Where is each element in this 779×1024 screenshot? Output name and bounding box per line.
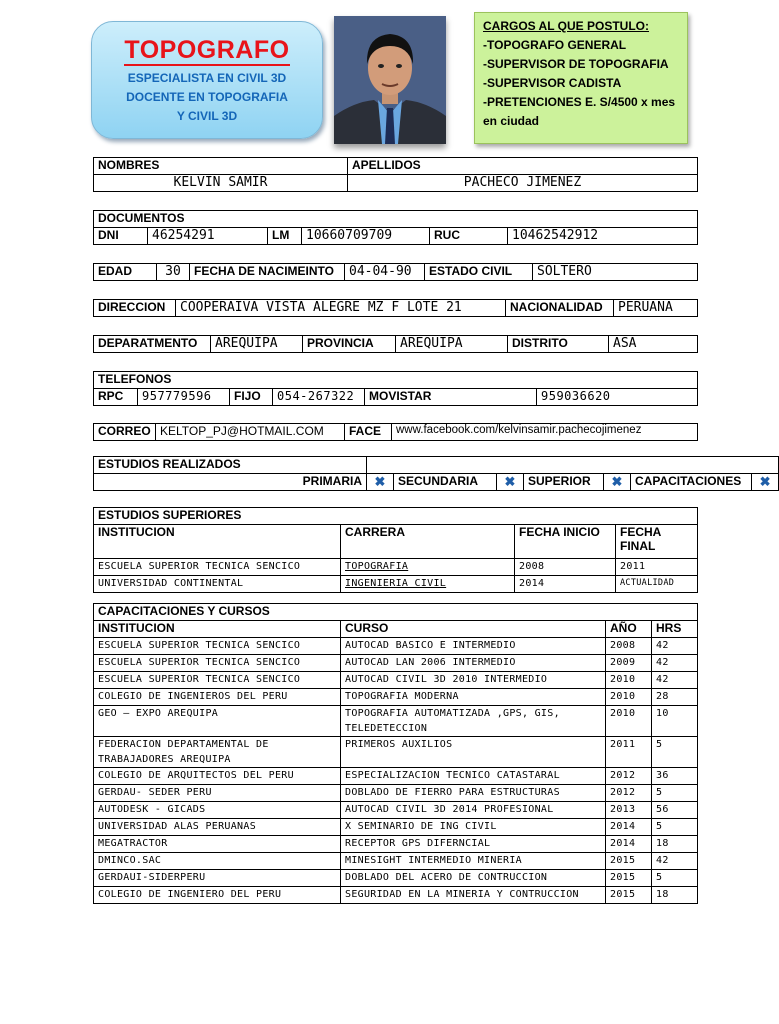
job-title: TOPOGRAFO [124, 36, 290, 64]
curso-cell: TOPOGRAFIA MODERNA [341, 689, 606, 706]
hrs-cell: 28 [652, 689, 698, 706]
dni-value: 46254291 [148, 228, 268, 245]
age-table [93, 263, 698, 281]
table-row [94, 887, 698, 904]
ano-cell: 2015 [606, 870, 652, 887]
check-icon: ✖ [752, 474, 779, 491]
edad-label: EDAD [94, 264, 157, 281]
subtitle-line: ESPECIALISTA EN CIVIL 3D [127, 71, 287, 85]
hrs-cell: 42 [652, 638, 698, 655]
institucion-cell: COLEGIO DE INGENIEROS DEL PERU [94, 689, 341, 706]
hrs-cell: 56 [652, 802, 698, 819]
table-row [94, 836, 698, 853]
table-row [94, 802, 698, 819]
hrs-cell: 18 [652, 836, 698, 853]
institucion-cell: ESCUELA SUPERIOR TECNICA SENCICO [94, 655, 341, 672]
title-box [91, 21, 323, 139]
hrs-cell: 5 [652, 785, 698, 802]
estado-label: ESTADO CIVIL [425, 264, 533, 281]
direccion-value: COOPERAIVA VISTA ALEGRE MZ F LOTE 21 [176, 300, 506, 317]
cargo-item: -TOPOGRAFO GENERAL [483, 38, 627, 52]
movistar-value: 959036620 [537, 389, 698, 406]
fijo-value: 054-267322 [273, 389, 365, 406]
hrs-cell: 42 [652, 672, 698, 689]
nacimiento-value: 04-04-90 [345, 264, 425, 281]
table-row [94, 655, 698, 672]
table-row [94, 706, 698, 737]
phones-table [93, 371, 698, 406]
carrera-cell: TOPOGRAFIA [341, 559, 515, 576]
institucion-cell: UNIVERSIDAD ALAS PERUANAS [94, 819, 341, 836]
apellidos-value: PACHECO JIMENEZ [348, 175, 698, 192]
fecha-inicio-cell: 2008 [515, 559, 616, 576]
institucion-cell: COLEGIO DE INGENIERO DEL PERU [94, 887, 341, 904]
institucion-cell: AUTODESK - GICADS [94, 802, 341, 819]
hrs-cell: 5 [652, 819, 698, 836]
nacionalidad-label: NACIONALIDAD [506, 300, 614, 317]
email-table [93, 423, 698, 441]
header-curso: CURSO [341, 621, 606, 638]
curso-cell: AUTOCAD BASICO E INTERMEDIO [341, 638, 606, 655]
ano-cell: 2012 [606, 785, 652, 802]
institucion-cell: UNIVERSIDAD CONTINENTAL [94, 576, 341, 593]
curso-cell: DOBLADO DEL ACERO DE CONTRUCCION [341, 870, 606, 887]
cargo-item: -PRETENCIONES E. S/4500 x mes [483, 95, 676, 109]
ano-cell: 2010 [606, 672, 652, 689]
telefonos-label: TELEFONOS [94, 372, 698, 389]
courses-table [93, 603, 698, 904]
curso-cell: TOPOGRAFIA AUTOMATIZADA ,GPS, GIS, TELEDETECCION [341, 706, 606, 737]
movistar-label: MOVISTAR [365, 389, 537, 406]
ano-cell: 2008 [606, 638, 652, 655]
table-row [94, 559, 698, 576]
ano-cell: 2015 [606, 853, 652, 870]
header-fecha-inicio: FECHA INICIO [515, 525, 616, 559]
correo-label: CORREO [94, 424, 156, 441]
primaria-label: PRIMARIA [94, 474, 367, 491]
ano-cell: 2010 [606, 689, 652, 706]
institucion-cell: FEDERACION DEPARTAMENTAL DE TRABAJADORES AREQUIPA [94, 737, 341, 768]
nacionalidad-value: PERUANA [614, 300, 698, 317]
hrs-cell: 5 [652, 870, 698, 887]
curso-cell: AUTOCAD CIVIL 3D 2014 PROFESIONAL [341, 802, 606, 819]
estado-value: SOLTERO [533, 264, 698, 281]
fecha-final-cell: ACTUALIDAD [616, 576, 698, 593]
rpc-label: RPC [94, 389, 138, 406]
header-carrera: CARRERA [341, 525, 515, 559]
ano-cell: 2009 [606, 655, 652, 672]
hrs-cell: 18 [652, 887, 698, 904]
studies-table [93, 456, 779, 491]
table-row [94, 870, 698, 887]
profile-photo [334, 16, 446, 144]
header-institucion: INSTITUCION [94, 621, 341, 638]
header-fecha-final: FECHA FINAL [616, 525, 698, 559]
correo-value: KELTOP_PJ@HOTMAIL.COM [156, 424, 345, 441]
hrs-cell: 42 [652, 655, 698, 672]
curso-cell: AUTOCAD LAN 2006 INTERMEDIO [341, 655, 606, 672]
ano-cell: 2013 [606, 802, 652, 819]
curso-cell: AUTOCAD CIVIL 3D 2010 INTERMEDIO [341, 672, 606, 689]
check-icon: ✖ [497, 474, 524, 491]
subtitle [92, 69, 322, 126]
lm-value: 10660709709 [302, 228, 430, 245]
ano-cell: 2010 [606, 706, 652, 737]
fijo-label: FIJO [230, 389, 273, 406]
header-institucion: INSTITUCION [94, 525, 341, 559]
cargo-item: -SUPERVISOR CADISTA [483, 76, 622, 90]
capacitaciones-label: CAPACITACIONES [631, 474, 752, 491]
address-table [93, 299, 698, 317]
higher-studies-table [93, 507, 698, 593]
dni-label: DNI [94, 228, 148, 245]
nombres-label: NOMBRES [94, 158, 348, 175]
table-row [94, 768, 698, 785]
cargo-item: en ciudad [483, 114, 540, 128]
header-hrs: HRS [652, 621, 698, 638]
curso-cell: PRIMEROS AUXILIOS [341, 737, 606, 768]
documents-table [93, 210, 698, 245]
curso-cell: RECEPTOR GPS DIFERNCIAL [341, 836, 606, 853]
face-label: FACE [345, 424, 392, 441]
table-row [94, 785, 698, 802]
ano-cell: 2012 [606, 768, 652, 785]
institucion-cell: ESCUELA SUPERIOR TECNICA SENCICO [94, 559, 341, 576]
hrs-cell: 10 [652, 706, 698, 737]
rpc-value: 957779596 [138, 389, 230, 406]
ruc-value: 10462542912 [508, 228, 698, 245]
table-row [94, 819, 698, 836]
curso-cell: ESPECIALIZACION TECNICO CATASTARAL [341, 768, 606, 785]
subtitle-line: DOCENTE EN TOPOGRAFIA [126, 90, 288, 104]
fecha-inicio-cell: 2014 [515, 576, 616, 593]
institucion-cell: GEO – EXPO AREQUIPA [94, 706, 341, 737]
departamento-value: AREQUIPA [211, 336, 303, 353]
table-row [94, 853, 698, 870]
nombres-value: KELVIN SAMIR [94, 175, 348, 192]
header-ano: AÑO [606, 621, 652, 638]
distrito-label: DISTRITO [508, 336, 609, 353]
curso-cell: MINESIGHT INTERMEDIO MINERIA [341, 853, 606, 870]
secundaria-label: SECUNDARIA [394, 474, 497, 491]
location-table [93, 335, 698, 353]
institucion-cell: ESCUELA SUPERIOR TECNICA SENCICO [94, 638, 341, 655]
ano-cell: 2015 [606, 887, 652, 904]
cargo-item: -SUPERVISOR DE TOPOGRAFIA [483, 57, 669, 71]
table-row [94, 689, 698, 706]
departamento-label: DEPARATMENTO [94, 336, 211, 353]
cargos-title: CARGOS AL QUE POSTULO: [483, 19, 650, 33]
fecha-final-cell: 2011 [616, 559, 698, 576]
table-row [94, 576, 698, 593]
hrs-cell: 42 [652, 853, 698, 870]
check-icon: ✖ [604, 474, 631, 491]
institucion-cell: ESCUELA SUPERIOR TECNICA SENCICO [94, 672, 341, 689]
apellidos-label: APELLIDOS [348, 158, 698, 175]
subtitle-line: Y CIVIL 3D [176, 109, 238, 123]
names-table [93, 157, 698, 192]
table-row [94, 737, 698, 768]
institucion-cell: DMINCO.SAC [94, 853, 341, 870]
cargos-box [474, 12, 688, 144]
institucion-cell: GERDAU- SEDER PERU [94, 785, 341, 802]
ano-cell: 2014 [606, 819, 652, 836]
curso-cell: SEGURIDAD EN LA MINERIA Y CONTRUCCION [341, 887, 606, 904]
lm-label: LM [268, 228, 302, 245]
superior-label: SUPERIOR [524, 474, 604, 491]
institucion-cell: MEGATRACTOR [94, 836, 341, 853]
cursos-label: CAPACITACIONES Y CURSOS [94, 604, 698, 621]
table-row [94, 672, 698, 689]
edad-value: 30 [157, 264, 190, 281]
face-value: www.facebook.com/kelvinsamir.pachecojimenez [392, 424, 698, 441]
curso-cell: X SEMINARIO DE ING CIVIL [341, 819, 606, 836]
curso-cell: DOBLADO DE FIERRO PARA ESTRUCTURAS [341, 785, 606, 802]
documentos-label: DOCUMENTOS [94, 211, 698, 228]
hrs-cell: 5 [652, 737, 698, 768]
institucion-cell: GERDAUI-SIDERPERU [94, 870, 341, 887]
provincia-label: PROVINCIA [303, 336, 396, 353]
table-row [94, 638, 698, 655]
estudios-label: ESTUDIOS REALIZADOS [94, 457, 367, 474]
carrera-cell: INGENIERIA CIVIL [341, 576, 515, 593]
ano-cell: 2011 [606, 737, 652, 768]
distrito-value: ASA [609, 336, 698, 353]
ruc-label: RUC [430, 228, 508, 245]
hrs-cell: 36 [652, 768, 698, 785]
superiores-label: ESTUDIOS SUPERIORES [94, 508, 698, 525]
provincia-value: AREQUIPA [396, 336, 508, 353]
nacimiento-label: FECHA DE NACIMEINTO [190, 264, 345, 281]
institucion-cell: COLEGIO DE ARQUITECTOS DEL PERU [94, 768, 341, 785]
check-icon: ✖ [367, 474, 394, 491]
ano-cell: 2014 [606, 836, 652, 853]
direccion-label: DIRECCION [94, 300, 176, 317]
